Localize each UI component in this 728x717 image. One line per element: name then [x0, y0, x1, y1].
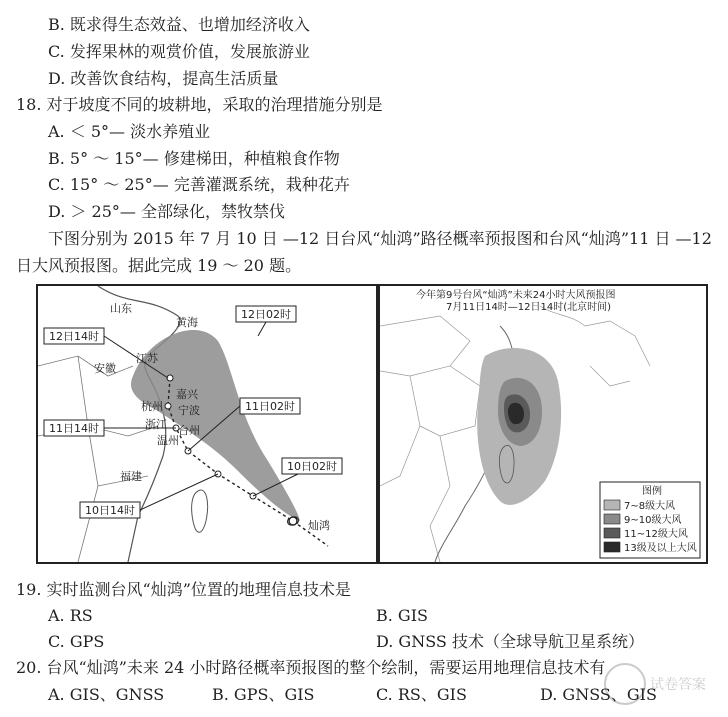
q19-stem: 19. 实时监测台风“灿鸿”位置的地理信息技术是	[16, 580, 351, 599]
label-shandong: 山东	[110, 302, 132, 315]
label-anhui: 安徽	[94, 362, 116, 375]
label-fujian: 福建	[120, 470, 142, 483]
q18-option-a: A. ＜ 5°— 淡水养殖业	[48, 122, 211, 141]
legend-title: 图例	[642, 486, 662, 497]
wind-forecast-map	[378, 284, 708, 564]
svg-text:10日02时: 10日02时	[287, 460, 337, 473]
q20-option-a: A. GIS、GNSS	[48, 685, 165, 704]
typhoon-track-map	[36, 284, 378, 564]
label-huanghai: 黄海	[176, 316, 198, 329]
q20-option-c: C. RS、GIS	[376, 685, 467, 704]
label-zhejiang: 浙江	[145, 418, 167, 431]
label-typhoon-name: 灿鸿	[308, 519, 330, 532]
label-jiaxing: 嘉兴	[176, 388, 198, 401]
legend-item-3: 11~12级大风	[624, 529, 688, 540]
label-hangzhou: 杭州	[141, 400, 163, 413]
q18-stem: 18. 对于坡度不同的坡耕地，采取的治理措施分别是	[16, 95, 383, 114]
svg-text:12日14时: 12日14时	[49, 330, 99, 343]
svg-text:12日02时: 12日02时	[241, 308, 291, 321]
legend-item-1: 7~8级大风	[624, 501, 676, 512]
q17-option-d: D. 改善饮食结构，提高生活质量	[48, 69, 279, 88]
legend-item-4: 13级及以上大风	[624, 543, 697, 554]
intro-line-2: 日大风预报图。据此完成 19 ～ 20 题。	[16, 256, 302, 275]
q17-option-c: C. 发挥果林的观赏价值，发展旅游业	[48, 42, 310, 61]
q19-option-d: D. GNSS 技术（全球导航卫星系统）	[376, 632, 644, 651]
q19-option-c: C. GPS	[48, 632, 105, 651]
label-jiangsu: 江苏	[136, 352, 158, 365]
q18-option-d: D. ＞ 25°— 全部绿化，禁牧禁伐	[48, 202, 285, 221]
svg-text:10日14时: 10日14时	[85, 504, 135, 517]
label-ningbo: 宁波	[178, 404, 200, 417]
svg-text:11日14时: 11日14时	[49, 422, 99, 435]
watermark-logo	[600, 659, 720, 709]
legend	[600, 482, 700, 558]
label-wenzhou: 温州	[157, 434, 179, 447]
q17-option-b: B. 既求得生态效益、也增加经济收入	[48, 15, 310, 34]
label-taizhou: 台州	[178, 424, 200, 437]
q19-option-a: A. RS	[48, 606, 93, 625]
map-title-line-2: 7月11日14时—12日14时(北京时间)	[446, 302, 612, 313]
intro-line-1: 下图分别为 2015 年 7 月 10 日 —12 日台风“灿鸿”路径概率预报图和台风“灿鸿”11 日 —12	[48, 229, 712, 248]
q19-option-b: B. GIS	[376, 606, 428, 625]
q18-option-b: B. 5° ～ 15°— 修建梯田，种植粮食作物	[48, 149, 340, 168]
q18-option-c: C. 15° ～ 25°— 完善灌溉系统，栽种花卉	[48, 175, 350, 194]
svg-text:试卷答案: 试卷答案	[650, 677, 706, 693]
track-point	[165, 403, 171, 409]
q20-option-b: B. GPS、GIS	[212, 685, 315, 704]
map-title-line-1: 今年第9号台风“灿鸿”未来24小时大风预报图	[416, 290, 616, 301]
svg-text:11日02时: 11日02时	[245, 400, 295, 413]
legend-item-2: 9~10级大风	[624, 515, 682, 526]
q20-stem: 20. 台风“灿鸿”未来 24 小时路径概率预报图的整个绘制，需要运用地理信息技术有	[16, 658, 606, 677]
q20-option-d: D. GNSS、GIS	[540, 685, 657, 704]
